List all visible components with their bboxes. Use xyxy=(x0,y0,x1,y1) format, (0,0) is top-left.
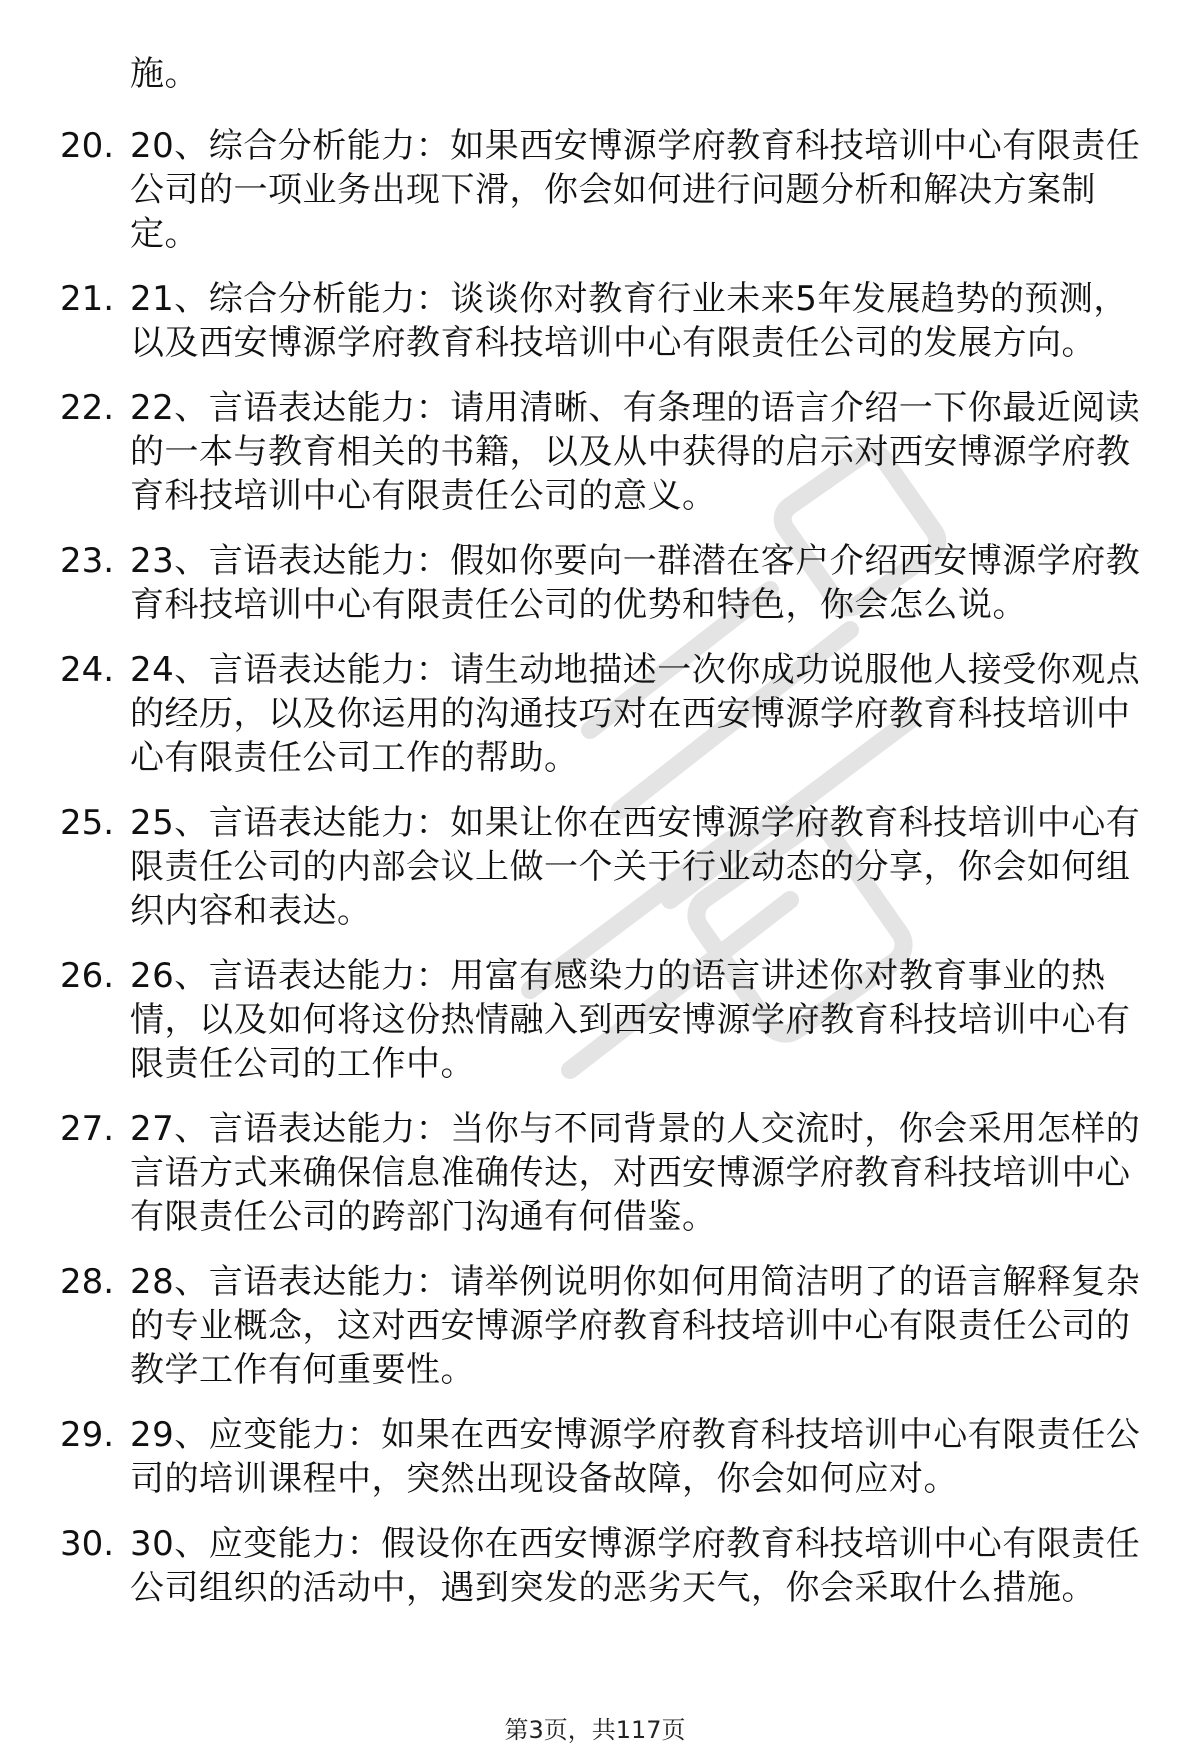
item-number: 20. xyxy=(60,126,115,166)
item-text: 29、应变能力：如果在西安博源学府教育科技培训中心有限责任公司的培训课程中，突然出现设备故障，你会如何应对。 xyxy=(130,1415,1141,1499)
question-list xyxy=(60,52,1150,1631)
list-item xyxy=(60,954,1150,1086)
continuation-text: 施。 xyxy=(130,54,199,94)
item-text: 20、综合分析能力：如果西安博源学府教育科技培训中心有限责任公司的一项业务出现下滑，你会如何进行问题分析和解决方案制定。 xyxy=(130,126,1141,254)
item-number: 26. xyxy=(60,956,115,996)
item-text: 28、言语表达能力：请举例说明你如何用简洁明了的语言解释复杂的专业概念，这对西安博源学府教育科技培训中心有限责任公司的教学工作有何重要性。 xyxy=(130,1262,1141,1390)
list-item xyxy=(60,1522,1150,1610)
item-text: 24、言语表达能力：请生动地描述一次你成功说服他人接受你观点的经历，以及你运用的沟通技巧对在西安博源学府教育科技培训中心有限责任公司工作的帮助。 xyxy=(130,650,1141,778)
list-item xyxy=(60,801,1150,933)
item-text: 21、综合分析能力：谈谈你对教育行业未来5年发展趋势的预测，以及西安博源学府教育科技培训中心有限责任公司的发展方向。 xyxy=(130,279,1128,363)
list-item xyxy=(60,386,1150,518)
item-text: 27、言语表达能力：当你与不同背景的人交流时，你会采用怎样的言语方式来确保信息准确传达，对西安博源学府教育科技培训中心有限责任公司的跨部门沟通有何借鉴。 xyxy=(130,1109,1141,1237)
list-item xyxy=(60,1260,1150,1392)
item-number: 25. xyxy=(60,803,115,843)
list-item xyxy=(60,124,1150,256)
item-text: 23、言语表达能力：假如你要向一群潜在客户介绍西安博源学府教育科技培训中心有限责任公司的优势和特色，你会怎么说。 xyxy=(130,541,1141,625)
list-item xyxy=(60,277,1150,365)
list-item xyxy=(60,1107,1150,1239)
item-text: 22、言语表达能力：请用清晰、有条理的语言介绍一下你最近阅读的一本与教育相关的书籍，以及从中获得的启示对西安博源学府教育科技培训中心有限责任公司的意义。 xyxy=(130,388,1141,516)
item-text: 30、应变能力：假设你在西安博源学府教育科技培训中心有限责任公司组织的活动中，遇到突发的恶劣天气，你会采取什么措施。 xyxy=(130,1524,1141,1608)
item-number: 28. xyxy=(60,1262,115,1302)
list-item xyxy=(60,539,1150,627)
item-text: 25、言语表达能力：如果让你在西安博源学府教育科技培训中心有限责任公司的内部会议上做一个关于行业动态的分享，你会如何组织内容和表达。 xyxy=(130,803,1141,931)
item-number: 30. xyxy=(60,1524,115,1564)
item-number: 29. xyxy=(60,1415,115,1455)
page-footer: 第3页，共117页 xyxy=(504,1716,686,1744)
item-number: 23. xyxy=(60,541,115,581)
item-number: 21. xyxy=(60,279,115,319)
item-number: 22. xyxy=(60,388,115,428)
item-number: 24. xyxy=(60,650,115,690)
item-number: 27. xyxy=(60,1109,115,1149)
item-text: 26、言语表达能力：用富有感染力的语言讲述你对教育事业的热情，以及如何将这份热情融入到西安博源学府教育科技培训中心有限责任公司的工作中。 xyxy=(130,956,1131,1084)
list-item xyxy=(60,1413,1150,1501)
list-item xyxy=(60,648,1150,780)
